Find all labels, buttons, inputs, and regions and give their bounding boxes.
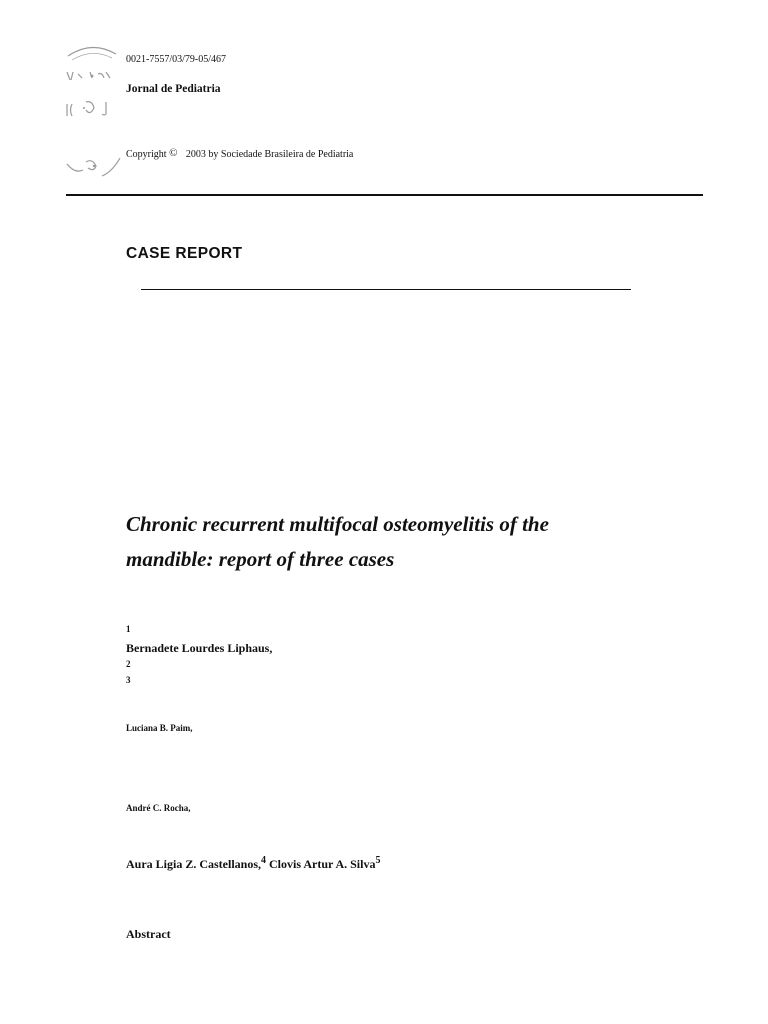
author-1: Bernadete Lourdes Liphaus, (126, 641, 273, 655)
affiliation-marker-3: 3 (126, 675, 131, 685)
title-line-2: mandible: report of three cases (126, 547, 395, 571)
article-title (126, 507, 686, 577)
issn-number: 0021-7557/03/79-05/467 (126, 54, 226, 65)
header-divider (66, 194, 703, 196)
copyright-symbol: © (169, 147, 178, 159)
section-divider (141, 289, 631, 290)
author-5: Clovis Artur A. Silva (269, 857, 376, 871)
section-label: CASE REPORT (126, 245, 243, 262)
author-4: Aura Ligia Z. Castellanos, (126, 857, 262, 871)
society-seal-icon (62, 42, 124, 192)
copyright-line (126, 148, 353, 160)
author-5-affiliation: 5 (375, 855, 381, 866)
abstract-heading: Abstract (126, 927, 171, 941)
author-4-affiliation: 4 (261, 855, 267, 866)
author-2: Luciana B. Paim, (126, 723, 193, 733)
authors-line (126, 855, 380, 872)
affiliation-marker-2: 2 (126, 659, 131, 669)
journal-name: Jornal de Pediatria (126, 83, 221, 95)
author-3: André C. Rocha, (126, 803, 191, 813)
copyright-prefix: Copyright (126, 149, 167, 160)
affiliation-marker-1: 1 (126, 624, 131, 634)
copyright-rest: 2003 by Sociedade Brasileira de Pediatria (185, 149, 354, 160)
title-line-1: Chronic recurrent multifocal osteomyelitis of the (126, 512, 549, 536)
